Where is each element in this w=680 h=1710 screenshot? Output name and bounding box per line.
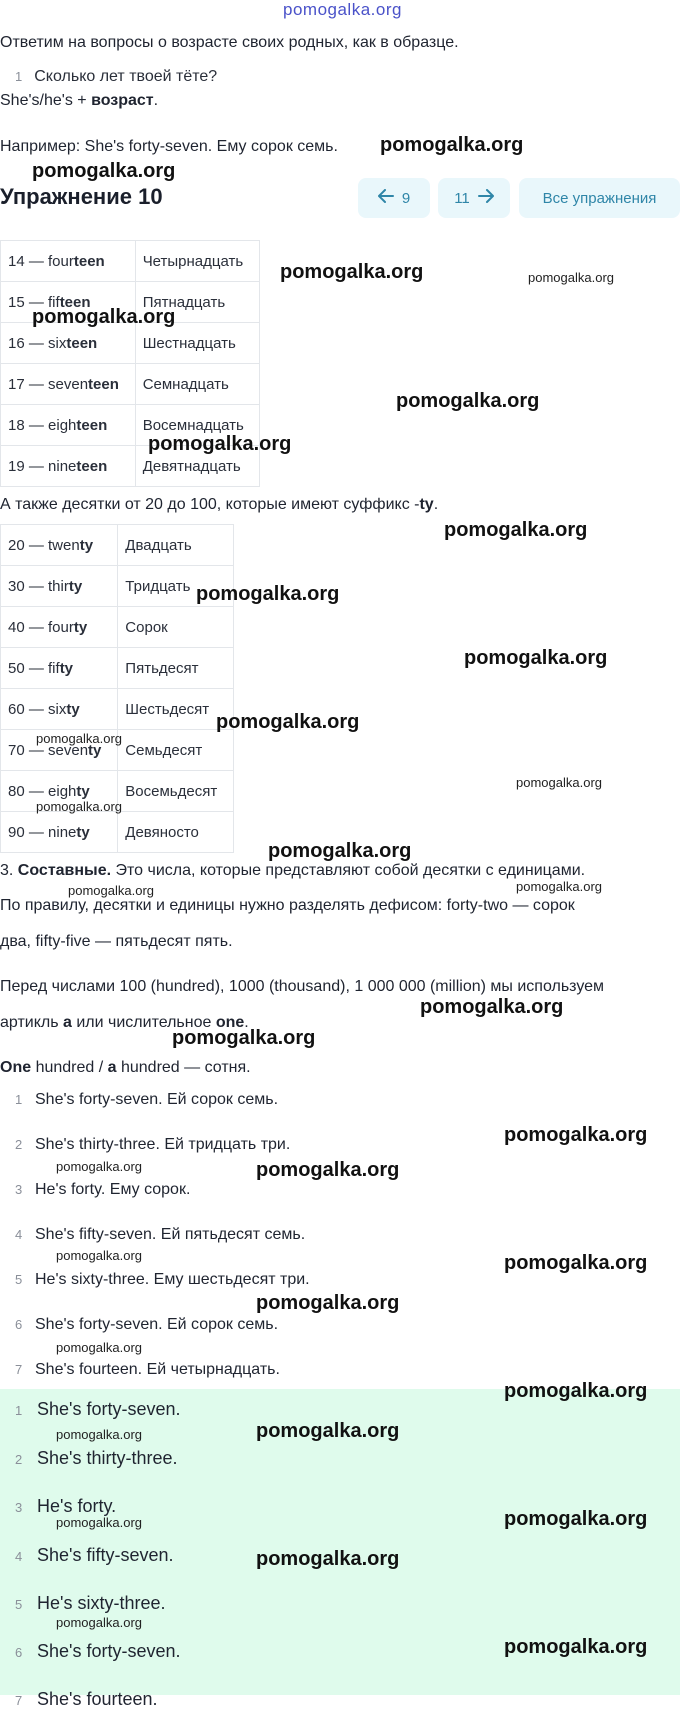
tens-intro-text	[0, 496, 438, 514]
answer-number: 6	[15, 1645, 23, 1660]
answer-text: She's fourteen.	[37, 1689, 158, 1709]
pattern-end: .	[153, 92, 159, 109]
article-c: или числительное	[71, 1014, 216, 1031]
watermark-text: pomogalka.org	[256, 1420, 400, 1442]
exercise-title: Упражнение 10	[0, 184, 163, 209]
table-row	[1, 364, 260, 405]
watermark-text: pomogalka.org	[68, 883, 154, 898]
number-suffix: teen	[76, 457, 108, 475]
translation-cell: Четырнадцать	[135, 241, 259, 282]
answer-item	[15, 1448, 178, 1469]
compound-heading-num: 3.	[0, 862, 18, 879]
watermark-text: pomogalka.org	[516, 879, 602, 894]
number-suffix: ty	[59, 659, 74, 677]
question-number: 1	[15, 69, 23, 82]
table-row	[1, 241, 260, 282]
tens-intro-bold: ty	[419, 496, 434, 513]
arrow-left-icon	[378, 189, 394, 207]
answer-text: He's sixty-three.	[37, 1593, 166, 1613]
watermark-text: pomogalka.org	[56, 1615, 142, 1630]
article-e: .	[244, 1014, 249, 1031]
compound-heading-rest: Это числа, которые представляют собой десятки с единицами.	[111, 862, 586, 879]
translation-cell: Сорок	[118, 607, 234, 648]
article-d: one	[215, 1014, 245, 1031]
hundred-mid: hundred /	[31, 1059, 108, 1076]
tens-intro-plain: А также десятки от 20 до 100, которые имеют суффикс -	[0, 496, 420, 513]
prev-exercise-button[interactable]	[358, 178, 430, 218]
number-base: 15 — fif	[8, 293, 60, 311]
item-text: She's fourteen. Ей четырнадцать.	[35, 1361, 280, 1378]
pattern-text	[0, 92, 158, 110]
watermark-text: pomogalka.org	[420, 996, 564, 1018]
number-suffix: ty	[66, 700, 80, 718]
list-item	[15, 1271, 310, 1289]
item-text: She's forty-seven. Ей сорок семь.	[35, 1091, 279, 1108]
number-base: 30 — thir	[8, 577, 69, 595]
answer-number: 3	[15, 1500, 23, 1515]
answer-number: 1	[15, 1403, 23, 1418]
number-suffix: ty	[73, 618, 88, 636]
watermark-text: pomogalka.org	[280, 261, 424, 283]
watermark-text: pomogalka.org	[504, 1124, 648, 1146]
hundred-end: hundred — сотня.	[116, 1059, 251, 1076]
answer-text: She's fifty-seven.	[37, 1545, 174, 1565]
table-row	[1, 689, 234, 730]
item-text: She's fifty-seven. Ей пятьдесят семь.	[35, 1226, 306, 1243]
list-item	[15, 1316, 278, 1334]
watermark-text: pomogalka.org	[504, 1508, 648, 1530]
translation-cell: Девятнадцать	[135, 446, 259, 487]
item-number: 6	[15, 1317, 23, 1332]
list-item	[15, 1091, 278, 1109]
next-exercise-label: 11	[454, 189, 470, 207]
translation-cell: Семнадцать	[135, 364, 259, 405]
translation-cell: Девяносто	[118, 812, 234, 853]
number-base: 16 — six	[8, 334, 67, 352]
answer-text: He's forty.	[37, 1496, 117, 1516]
list-item	[15, 1226, 305, 1244]
watermark-text: pomogalka.org	[444, 519, 588, 541]
number-base: 50 — fif	[8, 659, 60, 677]
number-cell	[1, 648, 118, 689]
watermark-text: pomogalka.org	[36, 731, 122, 746]
all-exercises-button[interactable]	[519, 178, 680, 218]
item-number: 3	[15, 1182, 23, 1197]
watermark-text: pomogalka.org	[36, 799, 122, 814]
watermark-text: pomogalka.org	[516, 775, 602, 790]
watermark-text: pomogalka.org	[504, 1636, 648, 1658]
clipped-question	[15, 68, 217, 82]
watermark-text: pomogalka.org	[56, 1427, 142, 1442]
rule-line-2: два, fifty-five — пятьдесят пять.	[0, 933, 233, 950]
watermark-text: pomogalka.org	[396, 390, 540, 412]
answer-item	[15, 1593, 165, 1614]
list-item	[15, 1181, 190, 1199]
translation-cell: Восемнадцать	[135, 405, 259, 446]
number-base: 40 — four	[8, 618, 74, 636]
number-suffix: teen	[76, 416, 108, 434]
watermark-text: pomogalka.org	[380, 134, 524, 156]
watermark-text: pomogalka.org	[256, 1548, 400, 1570]
pattern-plain: She's/he's +	[0, 92, 92, 109]
watermark-text: pomogalka.org	[464, 647, 608, 669]
number-suffix: teen	[88, 375, 119, 393]
number-suffix: ty	[76, 782, 90, 800]
translation-cell: Шестьдесят	[118, 689, 234, 730]
answer-number: 5	[15, 1597, 23, 1612]
number-base: 19 — nine	[8, 457, 77, 475]
watermark-text: pomogalka.org	[256, 1292, 400, 1314]
answer-number: 2	[15, 1452, 23, 1467]
item-number: 1	[15, 1092, 23, 1107]
watermark-text: pomogalka.org	[148, 433, 292, 455]
answer-item	[15, 1545, 174, 1566]
rule-line-1: По правилу, десятки и единицы нужно разделять дефисом: forty-two — сорок	[0, 897, 575, 914]
number-cell	[1, 812, 118, 853]
table-row	[1, 607, 234, 648]
number-base: 70 — seven	[8, 741, 89, 759]
number-suffix: teen	[66, 334, 98, 352]
item-text: He's sixty-three. Ему шестьдесят три.	[35, 1271, 310, 1288]
all-exercises-label: Все упражнения	[542, 189, 657, 207]
watermark-text: pomogalka.org	[56, 1515, 142, 1530]
hundred-line	[0, 1059, 251, 1077]
answer-item	[15, 1399, 181, 1420]
example-text: Например: She's forty-seven. Ему сорок семь.	[0, 138, 338, 155]
item-text: He's forty. Ему сорок.	[35, 1181, 191, 1198]
number-suffix: ty	[88, 741, 102, 759]
watermark-text: pomogalka.org	[216, 711, 360, 733]
number-cell	[1, 525, 118, 566]
translation-cell: Тридцать	[118, 566, 234, 607]
number-suffix: teen	[59, 293, 91, 311]
watermark-text: pomogalka.org	[172, 1027, 316, 1049]
pattern-bold: возраст	[91, 92, 154, 109]
number-base: 60 — six	[8, 700, 67, 718]
table-row	[1, 812, 234, 853]
translation-cell: Двадцать	[118, 525, 234, 566]
tens-intro-end: .	[433, 496, 439, 513]
watermark-text: pomogalka.org	[56, 1248, 142, 1263]
number-cell	[1, 607, 118, 648]
answer-text: She's forty-seven.	[37, 1399, 181, 1419]
number-suffix: ty	[68, 577, 83, 595]
watermark-text: pomogalka.org	[256, 1159, 400, 1181]
number-cell	[1, 364, 136, 405]
item-number: 5	[15, 1272, 23, 1287]
site-logo[interactable]: pomogalka.org	[283, 0, 402, 19]
number-base: 14 — four	[8, 252, 74, 270]
compound-heading	[0, 862, 585, 880]
number-base: 18 — eigh	[8, 416, 77, 434]
watermark-text: pomogalka.org	[504, 1252, 648, 1274]
compound-heading-bold: Составные.	[17, 862, 112, 879]
answer-number: 4	[15, 1549, 23, 1564]
translation-cell: Восемьдесят	[118, 771, 234, 812]
answer-number: 7	[15, 1693, 23, 1708]
answer-text: She's forty-seven.	[37, 1641, 181, 1661]
article-b: a	[63, 1014, 72, 1031]
arrow-right-icon	[478, 189, 494, 207]
number-base: 20 — twen	[8, 536, 80, 554]
number-cell	[1, 241, 136, 282]
translation-cell: Шестнадцать	[135, 323, 259, 364]
item-text: She's thirty-three. Ей тридцать три.	[35, 1136, 291, 1153]
answer-text: She's thirty-three.	[37, 1448, 178, 1468]
watermark-text: pomogalka.org	[56, 1340, 142, 1355]
question-text: Сколько лет твоей тёте?	[34, 68, 218, 82]
number-cell	[1, 405, 136, 446]
number-base: 17 — seven	[8, 375, 89, 393]
watermark-text: pomogalka.org	[504, 1380, 648, 1402]
article-a: артикль	[0, 1014, 64, 1031]
hundred-a: a	[107, 1059, 117, 1076]
item-text: She's forty-seven. Ей сорок семь.	[35, 1316, 279, 1333]
watermark-text: pomogalka.org	[528, 270, 614, 285]
number-base: 80 — eigh	[8, 782, 77, 800]
list-item	[15, 1136, 290, 1154]
item-number: 7	[15, 1362, 23, 1377]
next-exercise-button[interactable]	[438, 178, 510, 218]
table-row	[1, 525, 234, 566]
item-number: 4	[15, 1227, 23, 1242]
answer-item	[15, 1496, 116, 1517]
prev-exercise-label: 9	[401, 189, 411, 207]
watermark-text: pomogalka.org	[196, 583, 340, 605]
item-number: 2	[15, 1137, 23, 1152]
watermark-text: pomogalka.org	[56, 1159, 142, 1174]
number-base: 90 — nine	[8, 823, 77, 841]
watermark-text: pomogalka.org	[268, 840, 412, 862]
number-cell	[1, 446, 136, 487]
number-suffix: teen	[73, 252, 105, 270]
answer-item	[15, 1641, 181, 1662]
number-suffix: ty	[79, 536, 94, 554]
number-cell	[1, 566, 118, 607]
number-cell	[1, 689, 118, 730]
table-row	[1, 648, 234, 689]
translation-cell: Семьдесят	[118, 730, 234, 771]
answer-item	[15, 1689, 158, 1710]
instruction-text: Ответим на вопросы о возрасте своих родных, как в образце.	[0, 34, 459, 51]
translation-cell: Пятьдесят	[118, 648, 234, 689]
translation-cell: Пятнадцать	[135, 282, 259, 323]
hundred-one: One	[0, 1059, 32, 1076]
list-item	[15, 1361, 280, 1379]
article-line-1: Перед числами 100 (hundred), 1000 (thousand), 1 000 000 (million) мы используем	[0, 978, 605, 995]
watermark-text: pomogalka.org	[32, 306, 176, 328]
watermark-text: pomogalka.org	[32, 160, 176, 182]
number-suffix: ty	[76, 823, 90, 841]
